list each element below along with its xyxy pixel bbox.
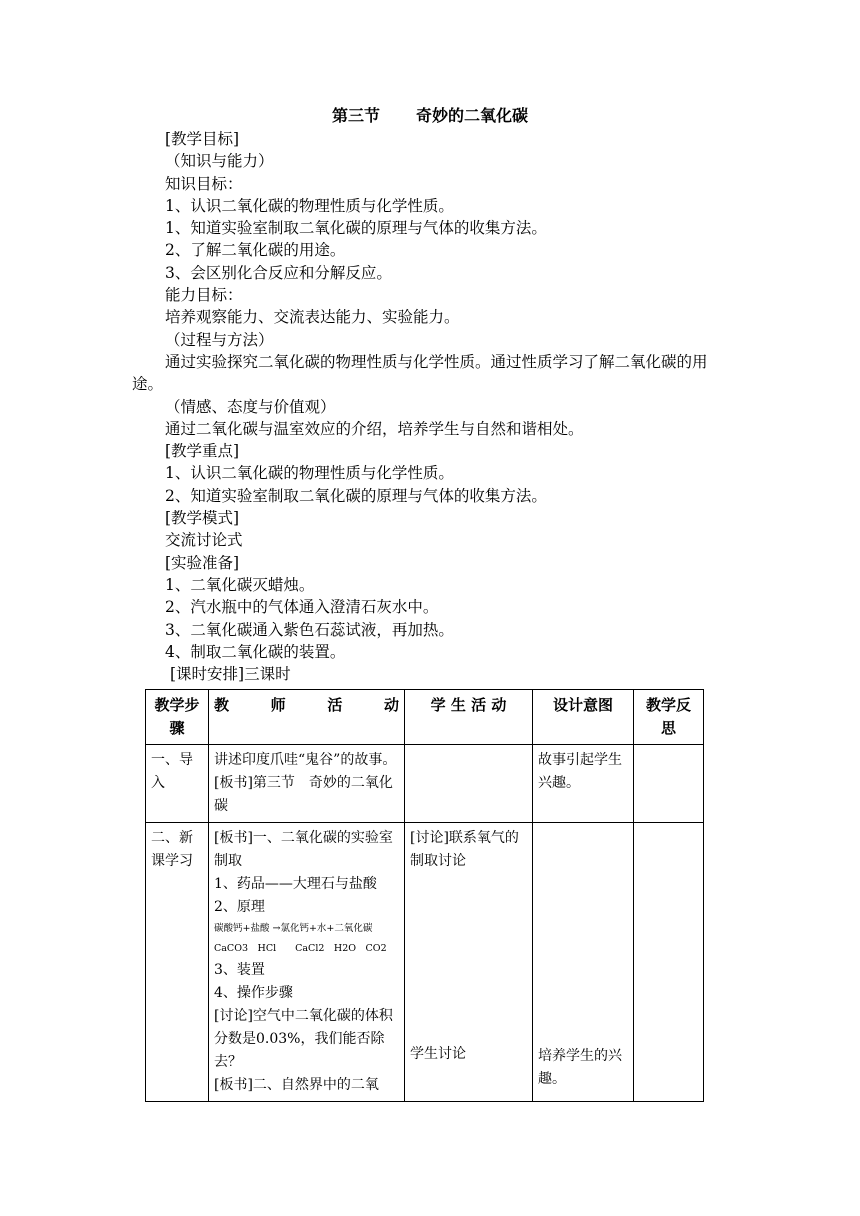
reflect-cell — [634, 823, 704, 1102]
heading-teaching-mode: [教学模式] — [165, 509, 240, 528]
goal-line: 培养观察能力、交流表达能力、实验能力。 — [165, 308, 460, 327]
step-cell: 一、导入 — [146, 745, 209, 823]
goal-line: 1、认识二氧化碳的物理性质与化学性质。 — [165, 196, 454, 215]
header-reflect: 教学反 思 — [634, 690, 704, 745]
experiment-line: 2、汽水瓶中的气体通入澄清石灰水中。 — [165, 598, 439, 617]
teacher-text: [板书]第三节 奇妙的二氧化碳 — [214, 775, 393, 814]
key-point-line: 1、认识二氧化碳的物理性质与化学性质。 — [165, 464, 454, 483]
lesson-table — [145, 689, 704, 1102]
teacher-text: 4、操作步骤 — [214, 985, 293, 1001]
key-point-line: 2、知道实验室制取二氧化碳的原理与气体的收集方法。 — [165, 486, 547, 505]
student-text: [讨论]联系氧气的制取讨论 — [410, 830, 519, 869]
label-ability-goals: 能力目标： — [165, 286, 243, 305]
goal-line: 2、了解二氧化碳的用途。 — [165, 241, 346, 260]
teacher-text: 3、装置 — [214, 962, 265, 978]
subheading-attitude: （情感、态度与价值观） — [165, 397, 336, 416]
teacher-cell — [209, 745, 405, 823]
attitude-line: 通过二氧化碳与温室效应的介绍，培养学生与自然和谐相处。 — [165, 419, 584, 438]
lesson-plan-body — [132, 128, 732, 685]
intent-text: 培养学生的兴趣。 — [538, 1048, 622, 1087]
section-number: 第三节 — [331, 106, 380, 125]
word-equation: 碳酸钙+盐酸 →氯化钙+水+二氧化碳 — [214, 923, 373, 934]
teaching-mode-line: 交流讨论式 — [165, 531, 243, 550]
teacher-text: [板书]一、二氧化碳的实验室制取 — [214, 830, 393, 869]
table-row — [146, 745, 704, 823]
header-intent: 设计意图 — [533, 690, 634, 745]
experiment-line: 3、二氧化碳通入紫色石蕊试液，再加热。 — [165, 620, 454, 639]
intent-cell: 故事引起学生兴趣。 — [533, 745, 634, 823]
step-cell: 二、新课学习 — [146, 823, 209, 1102]
teacher-text: [讨论]空气中二氧化碳的体积分数是0.03%，我们能否除去？ — [214, 1008, 393, 1070]
student-cell — [405, 745, 533, 823]
student-cell — [405, 823, 533, 1102]
subheading-process-method: （过程与方法） — [165, 330, 274, 349]
experiment-line: 4、制取二氧化碳的装置。 — [165, 642, 346, 661]
heading-objectives: [教学目标] — [165, 130, 240, 148]
heading-key-points: [教学重点] — [165, 442, 240, 461]
student-text: 学生讨论 — [410, 1046, 466, 1062]
teacher-text: [板书]二、自然界中的二氧 — [214, 1077, 379, 1093]
goal-line: 3、会区别化合反应和分解反应。 — [165, 263, 392, 282]
intent-cell — [533, 823, 634, 1102]
header-teacher: 教 师 活 动 — [209, 690, 405, 745]
experiment-line: 1、二氧化碳灭蜡烛。 — [165, 575, 315, 594]
section-name: 奇妙的二氧化碳 — [416, 106, 529, 125]
subheading-knowledge-ability: （知识与能力） — [165, 152, 274, 171]
reflect-cell — [634, 745, 704, 823]
process-paragraph: 通过实验探究二氧化碳的物理性质与化学性质。通过性质学习了解二氧化碳的用途。 — [132, 352, 708, 394]
schedule-line: [课时安排]三课时 — [170, 665, 291, 684]
goal-line: 1、知道实验室制取二氧化碳的原理与气体的收集方法。 — [165, 219, 547, 238]
table-header-row — [146, 690, 704, 745]
table-row — [146, 823, 704, 1102]
teacher-text: 2、原理 — [214, 899, 265, 915]
chemical-formulas: CaCO3 HCl CaCl2 H2O CO2 — [214, 943, 387, 954]
header-student: 学 生 活 动 — [405, 690, 533, 745]
header-step: 教学步 骤 — [146, 690, 209, 745]
page-title — [0, 103, 860, 126]
label-knowledge-goals: 知识目标： — [165, 174, 243, 193]
teacher-text: 1、药品——大理石与盐酸 — [214, 876, 377, 892]
teacher-cell — [209, 823, 405, 1102]
teacher-text: 讲述印度爪哇“鬼谷”的故事。 — [214, 752, 397, 768]
heading-experiment-prep: [实验准备] — [165, 553, 240, 572]
